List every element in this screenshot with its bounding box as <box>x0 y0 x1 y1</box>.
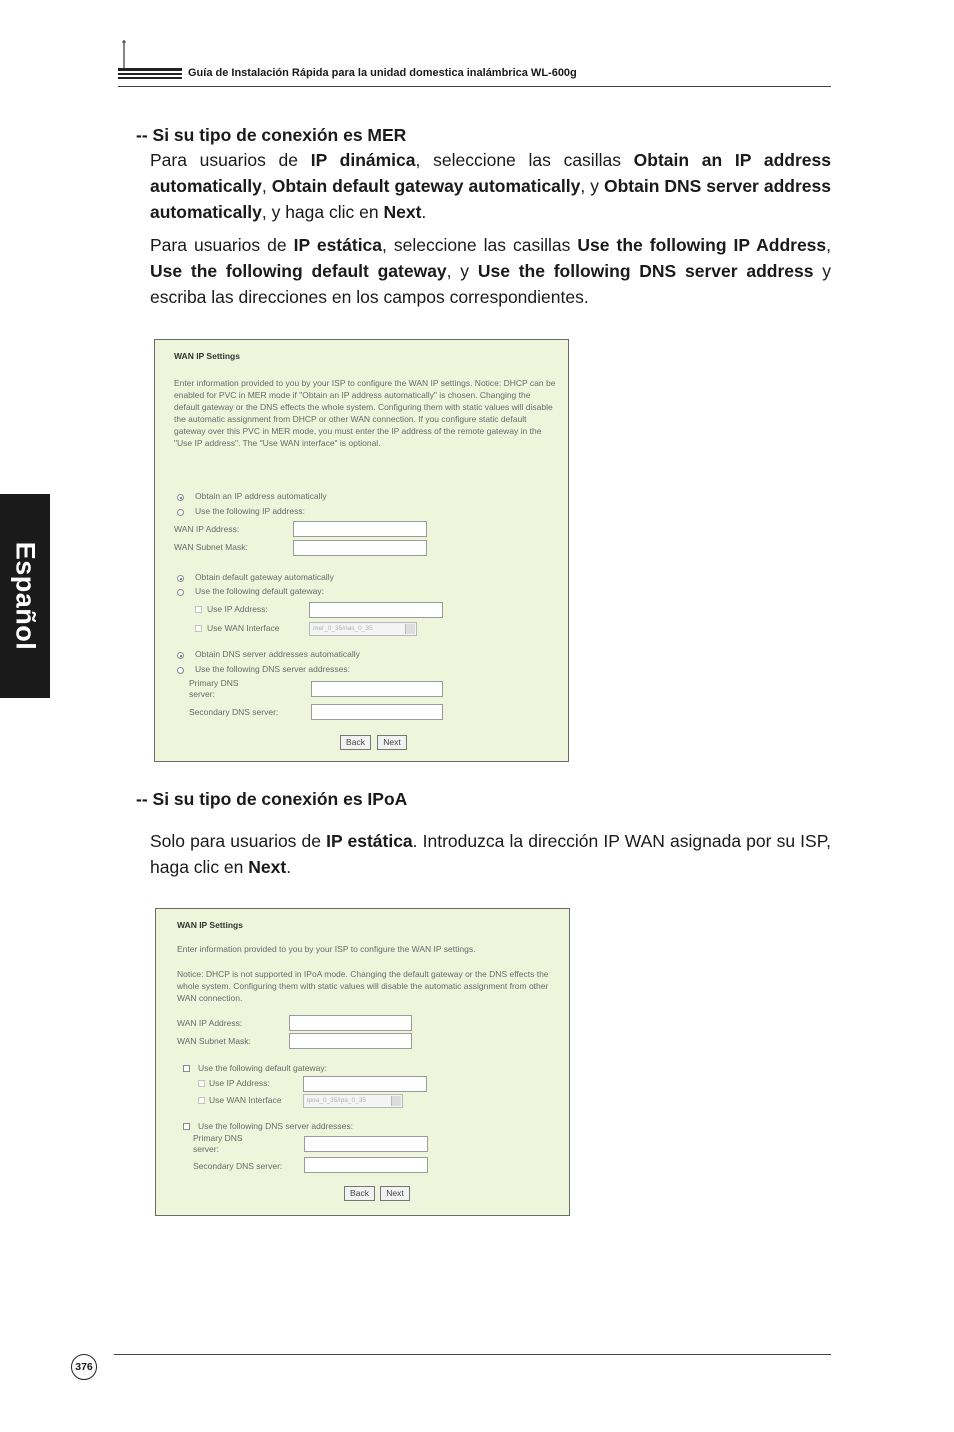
checkbox-use-ip-address[interactable] <box>198 1080 205 1087</box>
paragraph-mer-dynamic <box>150 147 831 225</box>
wan-subnet-mask-input[interactable] <box>293 540 427 556</box>
checkbox-label: Use the following DNS server addresses: <box>198 1121 353 1131</box>
wan-interface-select[interactable] <box>309 622 417 636</box>
text: , y haga clic en <box>261 202 384 222</box>
bold-text: Next <box>383 202 422 222</box>
panel-intro: Enter information provided to you by your ISP to configure the WAN IP settings. <box>177 944 476 954</box>
bold-text: IP estática <box>293 235 383 255</box>
language-side-tab-label: Español <box>10 541 41 651</box>
text: Para usuarios de <box>150 150 311 170</box>
bold-text: Obtain an IP address automatically <box>150 150 831 196</box>
wan-ip-address-input[interactable] <box>289 1015 412 1031</box>
next-button[interactable]: Next <box>380 1186 410 1201</box>
antenna-logo-icon <box>118 38 184 82</box>
radio-label: Use the following IP address: <box>195 506 305 516</box>
primary-dns-label: Primary DNS <box>189 678 239 688</box>
checkbox-use-ip-address[interactable] <box>195 606 202 613</box>
text: , seleccione las casillas <box>382 235 578 255</box>
wan-ip-address-label: WAN IP Address: <box>174 524 240 534</box>
text: , <box>261 176 272 196</box>
radio-obtain-gateway-auto[interactable] <box>177 575 184 582</box>
bold-text: Next <box>248 857 287 877</box>
secondary-dns-input[interactable] <box>311 704 443 720</box>
text: . Introduzca la dirección IP WAN asignada por su ISP, haga clic en <box>150 831 831 877</box>
radio-label: Obtain an IP address automatically <box>195 491 327 501</box>
bold-text: Obtain default gateway automatically <box>271 176 581 196</box>
use-wan-interface-label: Use WAN Interface <box>207 623 280 633</box>
primary-dns-input[interactable] <box>311 681 443 697</box>
primary-dns-label-cont: server: <box>189 689 215 699</box>
panel-notice: Notice: DHCP is not supported in IPoA mode. Changing the default gateway or the DNS effects the whole system. Configuring them with static values will disable the automatic assignment from other WAN connection. <box>177 969 549 1003</box>
wan-interface-select[interactable] <box>303 1094 403 1108</box>
panel-title: WAN IP Settings <box>174 351 240 361</box>
paragraph-ipoa-static <box>150 828 831 880</box>
section-heading-mer: -- Si su tipo de conexión es MER <box>136 125 407 145</box>
text: Solo para usuarios de <box>150 831 327 851</box>
text: . <box>421 202 427 222</box>
checkbox-use-wan-interface[interactable] <box>195 625 202 632</box>
text: Para usuarios de <box>150 235 294 255</box>
radio-use-static-ip[interactable] <box>177 509 184 516</box>
select-value: mer_0_35/nas_0_35 <box>313 625 373 632</box>
use-ip-address-label: Use IP Address: <box>209 1078 270 1088</box>
chevron-down-icon <box>391 1096 401 1106</box>
radio-obtain-dns-auto[interactable] <box>177 652 184 659</box>
header-divider <box>118 86 831 87</box>
checkbox-use-dns-servers[interactable] <box>183 1123 190 1130</box>
primary-dns-label: Primary DNS <box>193 1133 243 1143</box>
footer-divider <box>114 1354 831 1355</box>
radio-label: Use the following DNS server addresses: <box>195 664 350 674</box>
checkbox-use-wan-interface[interactable] <box>198 1097 205 1104</box>
bold-text: IP dinámica <box>310 150 416 170</box>
back-button[interactable]: Back <box>340 735 371 750</box>
bold-text: Use the following DNS server address <box>477 261 814 281</box>
checkbox-use-default-gateway[interactable] <box>183 1065 190 1072</box>
wan-subnet-mask-label: WAN Subnet Mask: <box>174 542 248 552</box>
secondary-dns-input[interactable] <box>304 1157 428 1173</box>
radio-label: Obtain default gateway automatically <box>195 572 334 582</box>
text: , y <box>580 176 604 196</box>
language-side-tab <box>0 494 50 698</box>
bold-text: IP estática <box>326 831 413 851</box>
panel-title: WAN IP Settings <box>177 920 243 930</box>
use-ip-address-input[interactable] <box>303 1076 427 1092</box>
bold-text: Use the following IP Address <box>577 235 827 255</box>
primary-dns-input[interactable] <box>304 1136 428 1152</box>
text: . <box>286 857 292 877</box>
use-ip-address-label: Use IP Address: <box>207 604 268 614</box>
bold-text: Obtain DNS server address automatically <box>150 176 831 222</box>
use-ip-address-input[interactable] <box>309 602 443 618</box>
text: , <box>826 235 832 255</box>
paragraph-mer-static <box>150 232 831 310</box>
radio-use-default-gateway[interactable] <box>177 589 184 596</box>
text: , seleccione las casillas <box>415 150 634 170</box>
wan-ip-settings-panel-ipoa <box>155 908 570 1216</box>
radio-label: Use the following default gateway: <box>195 586 324 596</box>
chevron-down-icon <box>405 624 415 634</box>
wan-subnet-mask-input[interactable] <box>289 1033 412 1049</box>
next-button[interactable]: Next <box>377 735 407 750</box>
back-button[interactable]: Back <box>344 1186 375 1201</box>
panel-intro: Enter information provided to you by your ISP to configure the WAN IP settings. Notice: DHCP can be enabled for PVC in MER mode if "Obtain an IP address automatically" is chosen. Changing the default gateway or the DNS effects the whole system. Configuring them with static values will disable the automatic assignment from DHCP or other WAN connection. If you configure static default gateway over this PVC in MER mode, you must enter the IP address of the remote gateway in the "Use IP address". The "Use WAN interface" is optional. <box>174 378 556 448</box>
radio-obtain-ip-auto[interactable] <box>177 494 184 501</box>
use-wan-interface-label: Use WAN Interface <box>209 1095 282 1105</box>
page-number: 376 <box>71 1354 97 1380</box>
secondary-dns-label: Secondary DNS server: <box>193 1161 283 1171</box>
wan-ip-address-input[interactable] <box>293 521 427 537</box>
wan-subnet-mask-label: WAN Subnet Mask: <box>177 1036 251 1046</box>
radio-use-dns-servers[interactable] <box>177 667 184 674</box>
header-title: Guía de Instalación Rápida para la unidad domestica inalámbrica WL-600g <box>188 67 577 79</box>
select-value: ipoa_0_35/ipa_0_35 <box>307 1097 366 1104</box>
section-heading-ipoa: -- Si su tipo de conexión es IPoA <box>136 789 408 809</box>
wan-ip-address-label: WAN IP Address: <box>177 1018 243 1028</box>
checkbox-label: Use the following default gateway: <box>198 1063 327 1073</box>
bold-text: Use the following default gateway <box>150 261 447 281</box>
text: , y <box>446 261 478 281</box>
wan-ip-settings-panel-mer <box>154 339 569 762</box>
radio-label: Obtain DNS server addresses automatically <box>195 649 360 659</box>
primary-dns-label-cont: server: <box>193 1144 219 1154</box>
secondary-dns-label: Secondary DNS server: <box>189 707 279 717</box>
text: y escriba las direcciones en los campos correspondientes. <box>150 261 831 307</box>
